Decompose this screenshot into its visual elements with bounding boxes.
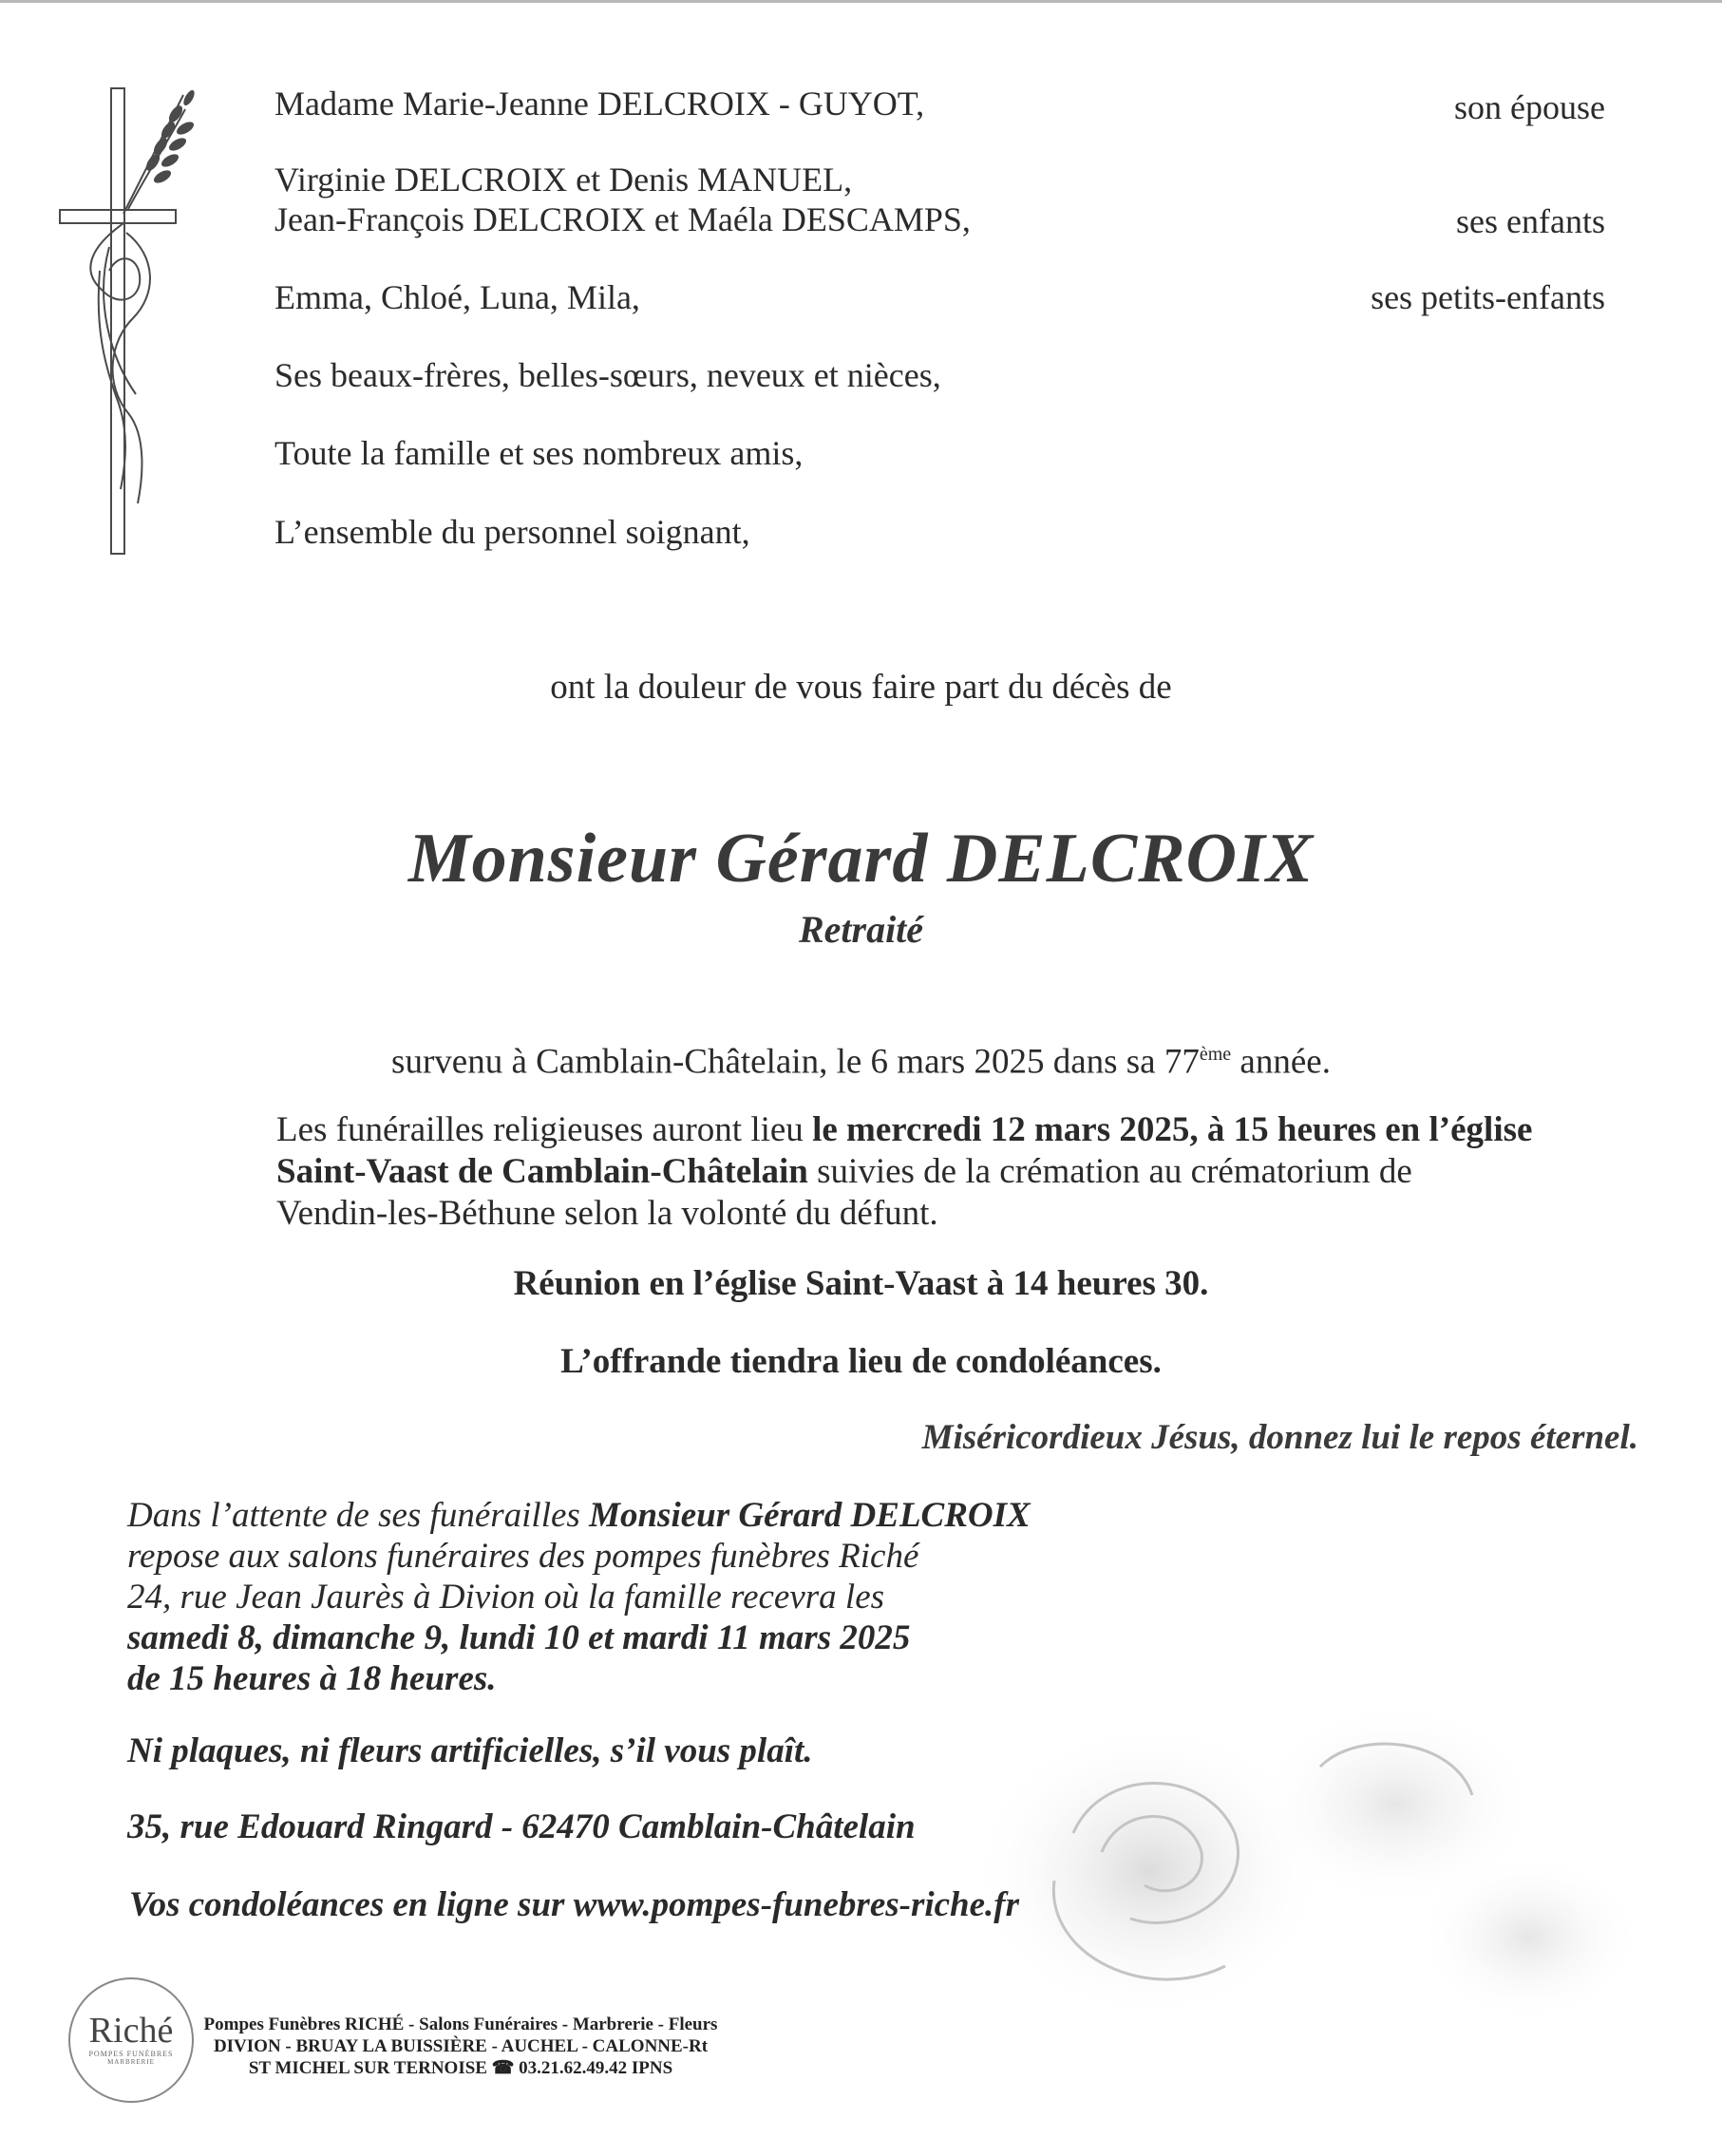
reunion-text: Réunion en l’église Saint-Vaast à 14 heures 30. bbox=[513, 1264, 1209, 1303]
funeral-text-3: Vendin-les-Béthune selon la volonté du défunt. bbox=[276, 1194, 938, 1233]
funeral-church: Saint-Vaast de Camblain-Châtelain bbox=[276, 1152, 808, 1191]
family-staff: L’ensemble du personnel soignant, bbox=[274, 513, 750, 551]
death-details bbox=[0, 1033, 1722, 1083]
announcement-text: ont la douleur de vous faire part du décès de bbox=[550, 668, 1172, 707]
family-spouse-role: son épouse bbox=[1454, 88, 1605, 126]
scan-edge-line bbox=[0, 0, 1722, 3]
footer-block bbox=[199, 2014, 722, 2079]
family-grandchildren-role: ses petits-enfants bbox=[1371, 278, 1605, 316]
offrande-text: L’offrande tiendra lieu de condoléances. bbox=[560, 1342, 1162, 1381]
funeral-date: le mercredi 12 mars 2025, à 15 heures en l’église bbox=[812, 1110, 1533, 1149]
cross-wheat-icon bbox=[52, 81, 204, 560]
footer-line-3: ST MICHEL SUR TERNOISE ☎ 03.21.62.49.42 IPNS bbox=[248, 2058, 673, 2078]
rose-watermark-image bbox=[959, 1691, 1643, 2033]
family-grandchildren-names: Emma, Chloé, Luna, Mila, bbox=[274, 278, 640, 316]
funeral-text-2: suivies de la crémation au crématorium de bbox=[807, 1152, 1412, 1191]
wake-line-1: Dans l’attente de ses funérailles bbox=[127, 1496, 590, 1535]
wake-paragraph bbox=[127, 1495, 1031, 1699]
address-text: 35, rue Edouard Ringard - 62470 Camblain-Châtelain bbox=[127, 1807, 916, 1846]
no-plaques-text: Ni plaques, ni fleurs artificielles, s’il vous plaît. bbox=[127, 1731, 813, 1770]
logo-name: Riché bbox=[88, 2011, 174, 2051]
deceased-occupation: Retraité bbox=[798, 908, 924, 951]
death-sup: ème bbox=[1199, 1044, 1232, 1065]
riche-logo bbox=[68, 1977, 194, 2103]
logo-sub-2: MARBRERIE bbox=[107, 2058, 155, 2066]
family-child-line-1: Virginie DELCROIX et Denis MANUEL, bbox=[274, 161, 853, 199]
footer-line-1: Pompes Funèbres RICHÉ - Salons Funéraires - Marbrerie - Fleurs bbox=[203, 2014, 718, 2034]
wake-hours: de 15 heures à 18 heures. bbox=[127, 1659, 497, 1698]
footer-line-2: DIVION - BRUAY LA BUISSIÈRE - AUCHEL - CALONNE-Rt bbox=[213, 2036, 709, 2056]
wake-line-2: repose aux salons funéraires des pompes funèbres Riché bbox=[127, 1537, 919, 1576]
logo-sub-1: POMPES FUNÈBRES bbox=[88, 2050, 174, 2058]
family-spouse-name: Madame Marie-Jeanne DELCROIX - GUYOT, bbox=[274, 85, 925, 123]
prayer-text: Miséricordieux Jésus, donnez lui le repos éternel. bbox=[921, 1418, 1638, 1457]
family-inlaws: Ses beaux-frères, belles-sœurs, neveux et nièces, bbox=[274, 356, 941, 394]
family-friends: Toute la famille et ses nombreux amis, bbox=[274, 434, 804, 472]
wake-line-3: 24, rue Jean Jaurès à Divion où la famille recevra les bbox=[127, 1578, 885, 1617]
deceased-name: Monsieur Gérard DELCROIX bbox=[407, 820, 1315, 898]
online-condolences-text: Vos condoléances en ligne sur www.pompes-funebres-riche.fr bbox=[129, 1885, 1020, 1924]
death-text: survenu à Camblain-Châtelain, le 6 mars 2025 dans sa 77 bbox=[391, 1042, 1200, 1082]
funeral-paragraph bbox=[276, 1109, 1625, 1235]
family-children-role: ses enfants bbox=[1456, 202, 1605, 240]
wake-name: Monsieur Gérard DELCROIX bbox=[589, 1496, 1031, 1535]
wake-dates: samedi 8, dimanche 9, lundi 10 et mardi 11 mars 2025 bbox=[127, 1618, 911, 1657]
funeral-text-1: Les funérailles religieuses auront lieu bbox=[276, 1110, 813, 1149]
family-child-line-2: Jean-François DELCROIX et Maéla DESCAMPS, bbox=[274, 200, 971, 238]
death-text-end: année. bbox=[1231, 1042, 1331, 1082]
